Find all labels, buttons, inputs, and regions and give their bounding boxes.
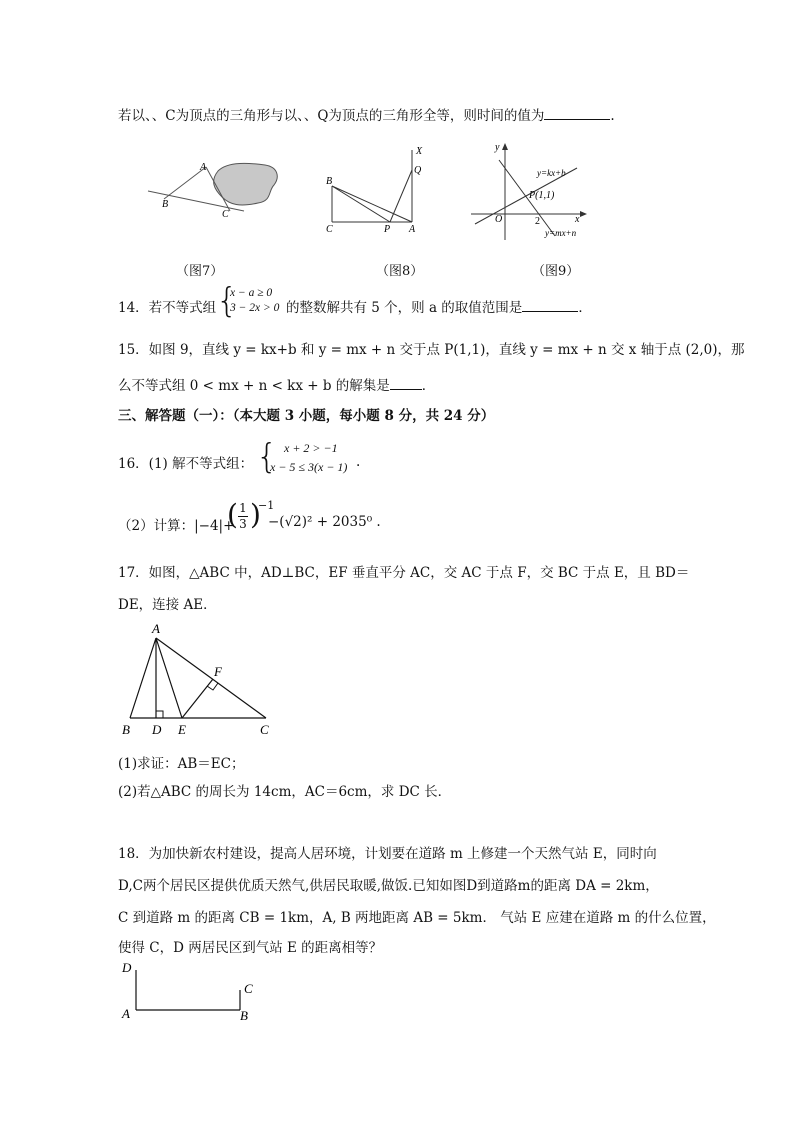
q16-system-line2: x − 5 ≤ 3(x − 1) [270,460,348,474]
fig7-label-c: C [222,209,229,220]
segment-bp [332,186,390,222]
fig18-label-c: C [244,981,253,996]
fig17-ab [130,638,156,718]
fig8-label-p: P [384,224,391,235]
q14-brace: { [216,281,238,321]
question-18-line4: 使得 C，D 两居民区到气站 E 的距离相等？ [118,940,383,956]
fig7-label-a: A [200,162,207,173]
figure-7 [140,155,290,225]
fig17-ac [156,638,266,718]
fig8-label-a: A [409,224,416,235]
question-18-line3: C 到道路 m 的距离 CB = 1km，A, B 两地距离 AB = 5km． 气站 E 应建在道路 m 的什么位置， [118,910,716,926]
fig9-label-x: x [575,214,580,225]
figure-9 [465,140,595,245]
q14-system [230,286,279,316]
q16-fraction-close: ) [250,498,261,531]
fig17-right-angle-d [156,711,163,718]
segment-ba [332,186,412,222]
fig18-label-b: B [240,1008,248,1023]
q16-part2-rest: −(√2)² + 2035⁰ . [268,514,381,530]
caption-fig7: （图7） [176,264,224,279]
fig17-ae [156,638,182,718]
q16-system-line1: x + 2 > −1 [284,441,338,455]
y-axis-arrow [502,143,508,150]
fig9-label-o: O [495,214,503,225]
figure-17 [118,620,288,740]
fig9-label-y: y [495,142,500,153]
fig9-label-mx-n: y=mx+n [545,228,577,238]
q16-part1-end: . [356,454,361,470]
question-17-line2: DE，连接 AE． [118,597,217,613]
q16-system [270,439,347,477]
q16-exponent: −1 [258,499,275,512]
question-14-lead: 14．若不等式组 [118,300,217,316]
figure-18 [118,958,268,1026]
fig9-label-p: P(1,1) [529,190,555,201]
fig17-label-e: E [178,722,186,737]
q16-brace: { [256,437,278,477]
q16-frac-den: 3 [239,517,247,531]
question-18-line2: D,C两个居民区提供优质天然气,供居民取暖,做饭.已知如图D到道路m的距离 DA = 2km， [118,878,659,894]
q14-system-line2: 3 − 2x > 0 [230,302,280,314]
question-15-end: ． [421,378,436,394]
question-14-tail [286,296,592,316]
q14-system-line1: x − a ≥ 0 [230,287,273,299]
q16-part2-lead: （2）计算：|−4|+ [118,518,235,534]
question-17-sub1: (1)求证：AB＝EC； [118,756,245,772]
fig17-label-a: A [152,621,160,636]
q16-fraction-group: ( [227,498,238,531]
caption-fig9: （图9） [532,264,580,279]
q16-fraction [238,501,248,532]
question-16-part2 [118,514,234,534]
answer-blank [544,107,610,120]
fig17-label-c: C [260,722,269,737]
fig9-label-2: 2 [535,216,540,227]
fig7-label-b: B [162,199,169,210]
fig18-label-d: D [122,960,132,975]
question-15-line2 [118,374,435,394]
question-15-text: 么不等式组 0 < mx + n < kx + b 的解集是 [118,378,390,394]
question-18-line1: 18．为加快新农村建设，提高人居环境，计划要在道路 m 上修建一个天然气站 E，同时向 [118,846,657,862]
fig9-label-kx-b: y=kx+b [537,168,566,178]
question-14-text: 的整数解共有 5 个，则 a 的取值范围是 [286,300,523,316]
caption-fig8: （图8） [376,264,424,279]
fig17-label-b: B [122,722,130,737]
fig8-label-b: B [326,176,333,187]
q16-frac-num: 1 [239,501,247,515]
segment-pq [390,170,412,222]
fig8-label-c: C [326,224,333,235]
question-14-end: ． [578,300,592,316]
figure-8 [320,140,430,235]
fig17-label-d: D [152,722,162,737]
question-17-line1: 17．如图，△ABC 中，AD⊥BC，EF 垂直平分 AC，交 AC 于点 F，交 BC 于点 E，且 BD＝ [118,565,690,581]
question-13-tail [118,104,615,124]
question-16-part1-lead: 16．(1) 解不等式组： [118,456,254,472]
fig8-label-x: X [416,146,423,157]
fig18-label-a: A [122,1006,130,1021]
question-13-end: . [610,108,615,124]
section-3-heading: 三、解答题（一）：（本大题 3 小题，每小题 8 分，共 24 分） [118,408,495,424]
fig8-label-q: Q [414,165,422,176]
question-15-line1: 15．如图 9，直线 y = kx+b 和 y = mx + n 交于点 P(1,1)，直线 y = mx + n 交 x 轴于点 (2,0)，那 [118,342,745,358]
x-axis-arrow [580,211,587,217]
q14-answer-blank [522,299,578,312]
question-17-sub2: (2)若△ABC 的周长为 14cm，AC＝6cm，求 DC 长． [118,784,452,800]
question-13-text: 若以、、C为顶点的三角形与以、、Q为顶点的三角形全等，则时间的值为 [118,108,545,124]
fig17-label-f: F [214,664,222,679]
fig17-ef [182,679,213,718]
q15-answer-blank [390,377,422,390]
